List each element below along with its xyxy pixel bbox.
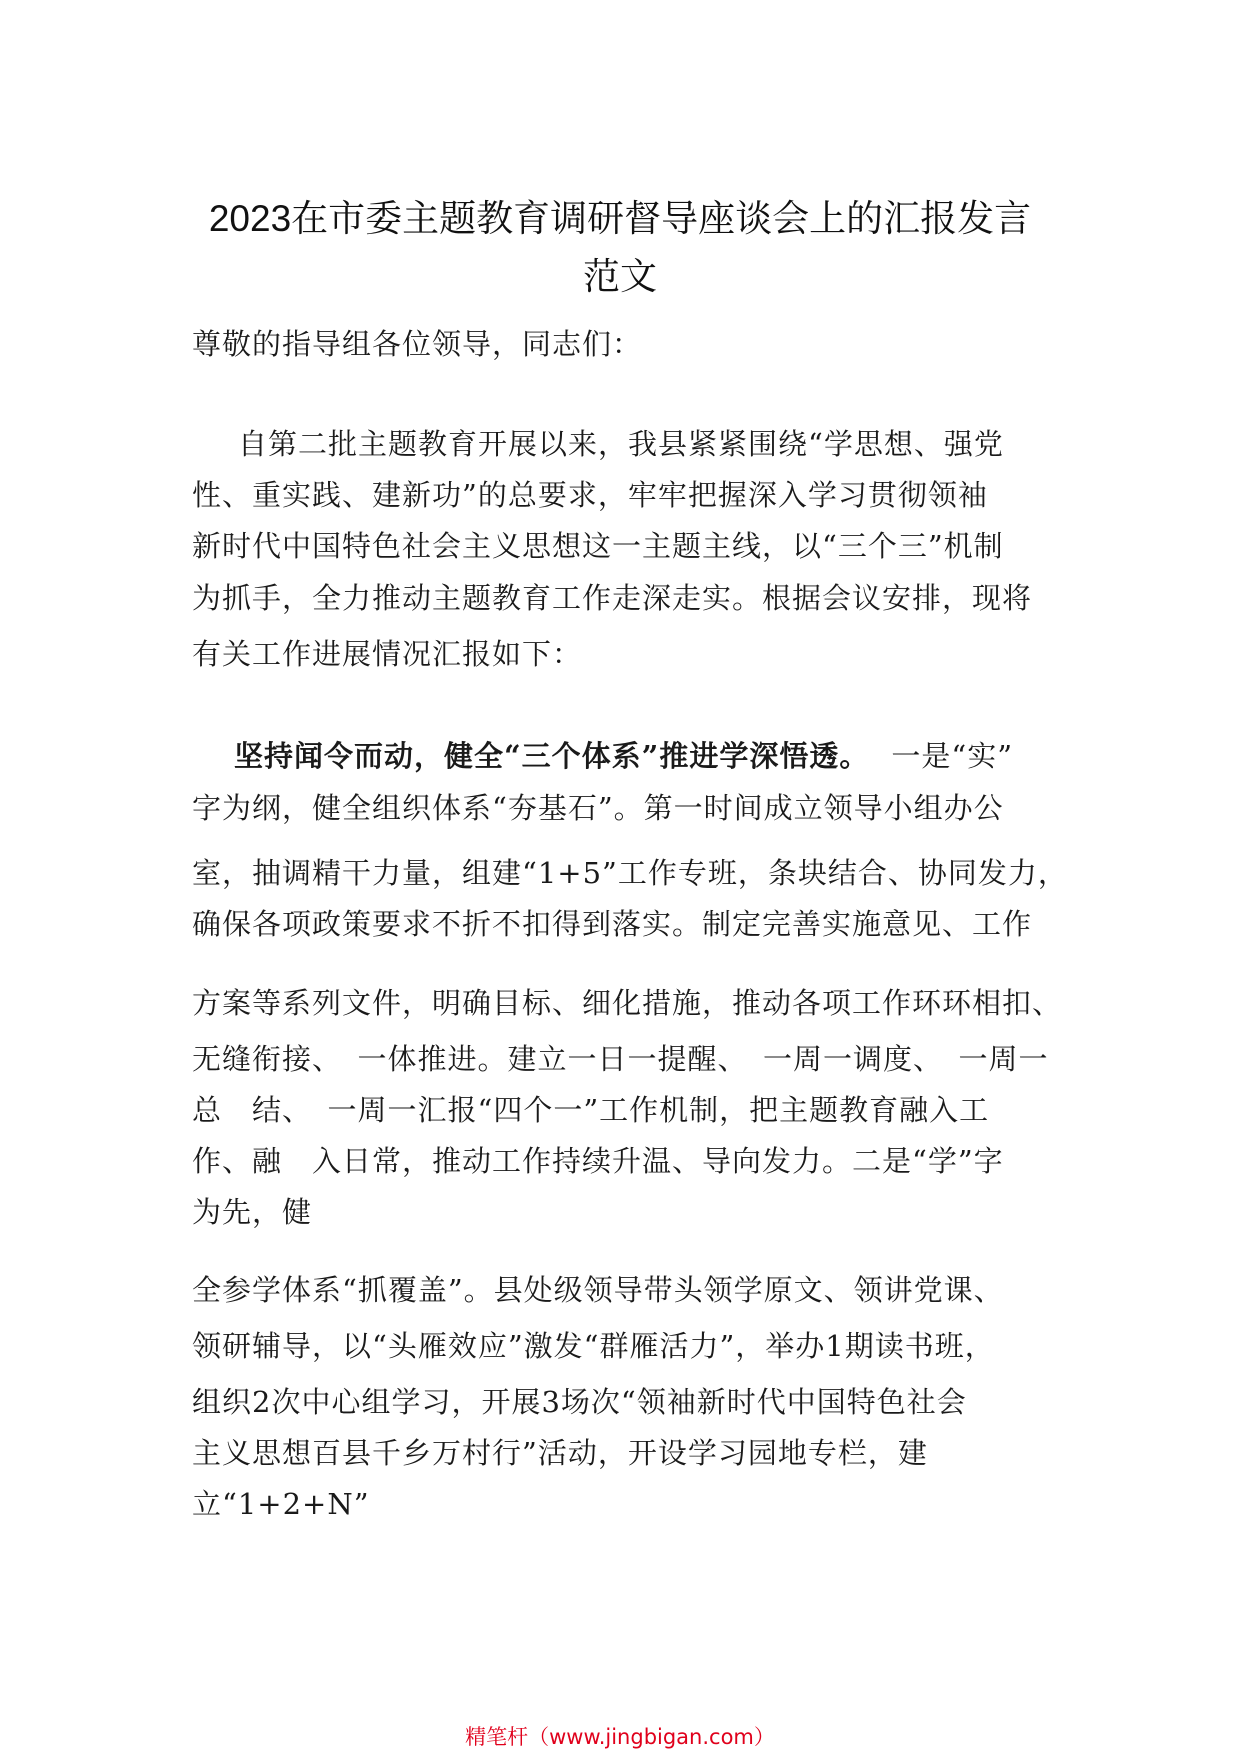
section1-lead: 一是“实” — [891, 739, 1014, 773]
para1-line: 有关工作进展情况汇报如下： — [192, 637, 583, 671]
section1-line: 为先，健 — [192, 1195, 313, 1229]
section1-line: 总 结、 一周一汇报“四个一”工作机制，把主题教育融入工 — [192, 1093, 990, 1127]
section1-line: 主义思想百县千乡万村行”活动，开设学习园地专栏，建 — [192, 1436, 928, 1470]
section1-line: 组织2次中心组学习，开展3场次“领袖新时代中国特色社会 — [192, 1385, 967, 1419]
section1-line: 立“1+2+N” — [192, 1487, 370, 1521]
footer-watermark-link[interactable]: 精笔杆（www.jingbigan.com） — [465, 1725, 775, 1749]
title-line-1: 2023在市委主题教育调研督导座谈会上的汇报发言 — [208, 198, 1032, 239]
section1-line: 确保各项政策要求不折不扣得到落实。制定完善实施意见、工作 — [192, 907, 1033, 941]
title-line-2: 范文 — [583, 256, 657, 297]
section1-line: 无缝衔接、 一体推进。建立一日一提醒、 一周一调度、 一周一 — [192, 1042, 1049, 1076]
salutation: 尊敬的指导组各位领导，同志们： — [192, 327, 643, 361]
section1-line: 室，抽调精干力量，组建“1+5”工作专班，条块结合、协同发力， — [192, 856, 1068, 890]
section1-line: 领研辅导，以“头雁效应”激发“群雁活力”，举办1期读书班， — [192, 1329, 995, 1363]
para1-line: 新时代中国特色社会主义思想这一主题主线，以“三个三”机制 — [192, 529, 1004, 563]
section1-line: 全参学体系“抓覆盖”。县处级领导带头领学原文、领讲党课、 — [192, 1273, 1004, 1307]
section1-first-line — [234, 738, 1013, 774]
section1-line: 字为纲，健全组织体系“夯基石”。第一时间成立领导小组办公 — [192, 791, 1004, 825]
para1-line: 性、重实践、建新功”的总要求，牢牢把握深入学习贯彻领袖 — [192, 478, 988, 512]
para1-line: 为抓手，全力推动主题教育工作走深走实。根据会议安排，现将 — [192, 581, 1033, 615]
document-title — [150, 190, 1090, 306]
section1-heading: 坚持闻令而动，健全“三个体系”推进学深悟透。 — [234, 739, 870, 773]
section1-line: 方案等系列文件，明确目标、细化措施，推动各项工作环环相扣、 — [192, 986, 1063, 1020]
section1-line: 作、融 入日常，推动工作持续升温、导向发力。二是“学”字 — [192, 1144, 1004, 1178]
para1-line: 自第二批主题教育开展以来，我县紧紧围绕“学思想、强党 — [238, 427, 1004, 461]
